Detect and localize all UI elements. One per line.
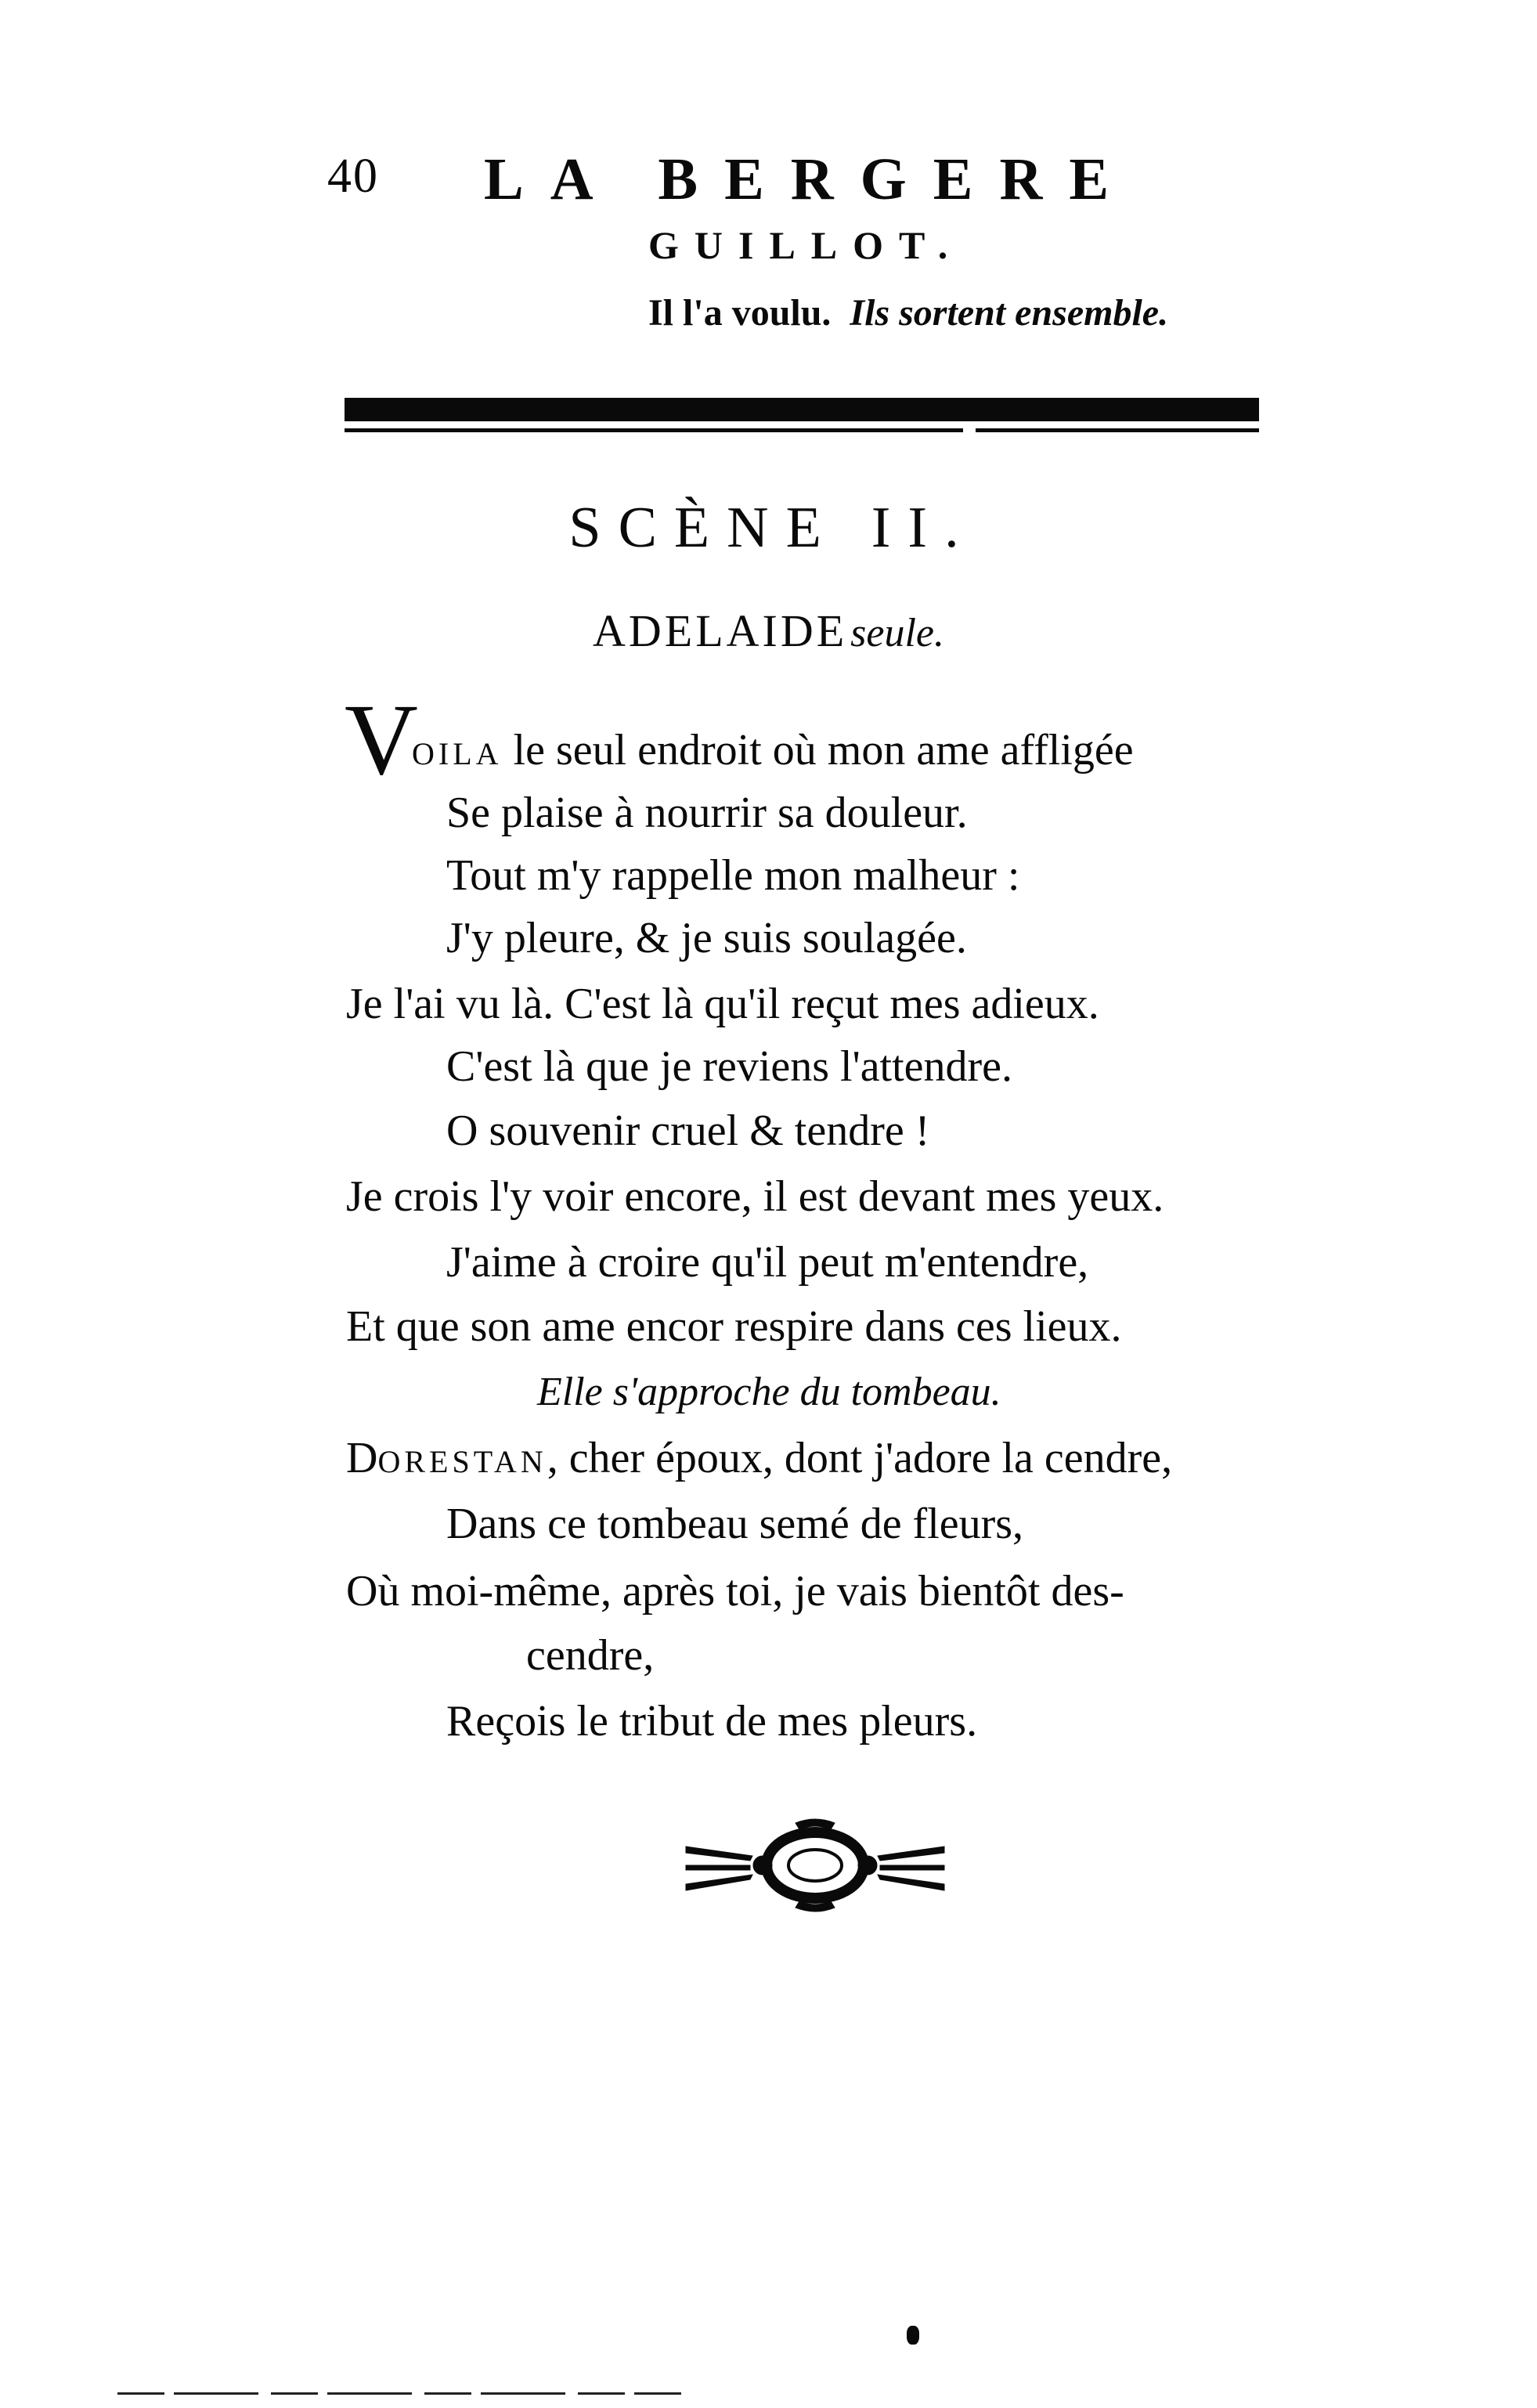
scene-title (0, 495, 1537, 561)
verse-line: Je l'ai vu là. C'est là qu'il reçut mes adieux. (346, 980, 1099, 1028)
character-name: ADELAIDE (593, 605, 848, 656)
verse-text: , cher époux, dont j'adore la cendre, (547, 1434, 1173, 1482)
verse-line: Je crois l'y voir encore, il est devant mes yeux. (346, 1172, 1164, 1221)
verse-line: Et que son ame encor respire dans ces lieux. (346, 1302, 1122, 1351)
verse-line: O souvenir cruel & tendre ! (446, 1107, 930, 1155)
stage-direction: Elle s'approche du tombeau. (537, 1370, 1001, 1414)
verse-smallcaps: OILA (412, 736, 503, 771)
character-direction: seule. (850, 611, 944, 655)
stage-direction: Ils sortent ensemble. (850, 292, 1169, 334)
scene-title-word: SCÈNE (568, 496, 839, 560)
page-edge-dashes (117, 2392, 681, 2395)
verse-line: Où moi-même, après toi, je vais bientôt des- (346, 1567, 1124, 1616)
verse-line: J'y pleure, & je suis soulagée. (446, 914, 967, 962)
verse-line: Tout m'y rappelle mon malheur : (446, 851, 1020, 900)
drop-cap: V (345, 684, 418, 796)
tailpiece-ornament (678, 1815, 952, 1917)
ornamental-rule-thin-right (976, 428, 1259, 432)
scene-title-numeral: II. (871, 496, 976, 560)
running-head: LA BERGERE (484, 146, 1136, 212)
verse-text: le seul endroit où mon ame affligée (502, 726, 1134, 774)
verse-line (346, 1436, 1172, 1480)
speaker-name: GUILLOT. (648, 223, 964, 267)
verse-line (412, 728, 1134, 772)
page-number: 40 (327, 150, 379, 203)
dialogue-text: Il l'a voulu. (648, 292, 832, 334)
signature-mark (907, 2326, 919, 2345)
verse-line: C'est là que je reviens l'attendre. (446, 1042, 1013, 1091)
verse-smallcaps: ORESTAN (377, 1444, 547, 1479)
ornamental-rule-thick (345, 398, 1259, 421)
dialogue-line (648, 291, 1168, 334)
verse-line: Dans ce tombeau semé de fleurs, (446, 1500, 1024, 1548)
verse-line: Reçois le tribut de mes pleurs. (446, 1697, 978, 1746)
ornamental-rule-thin-left (345, 428, 963, 432)
verse-line: J'aime à croire qu'il peut m'entendre, (446, 1238, 1089, 1287)
verse-line: cendre, (526, 1631, 655, 1680)
verse-line: Se plaise à nourrir sa douleur. (446, 789, 968, 837)
verse-initial: D (346, 1434, 378, 1482)
scene-character (0, 605, 1537, 657)
